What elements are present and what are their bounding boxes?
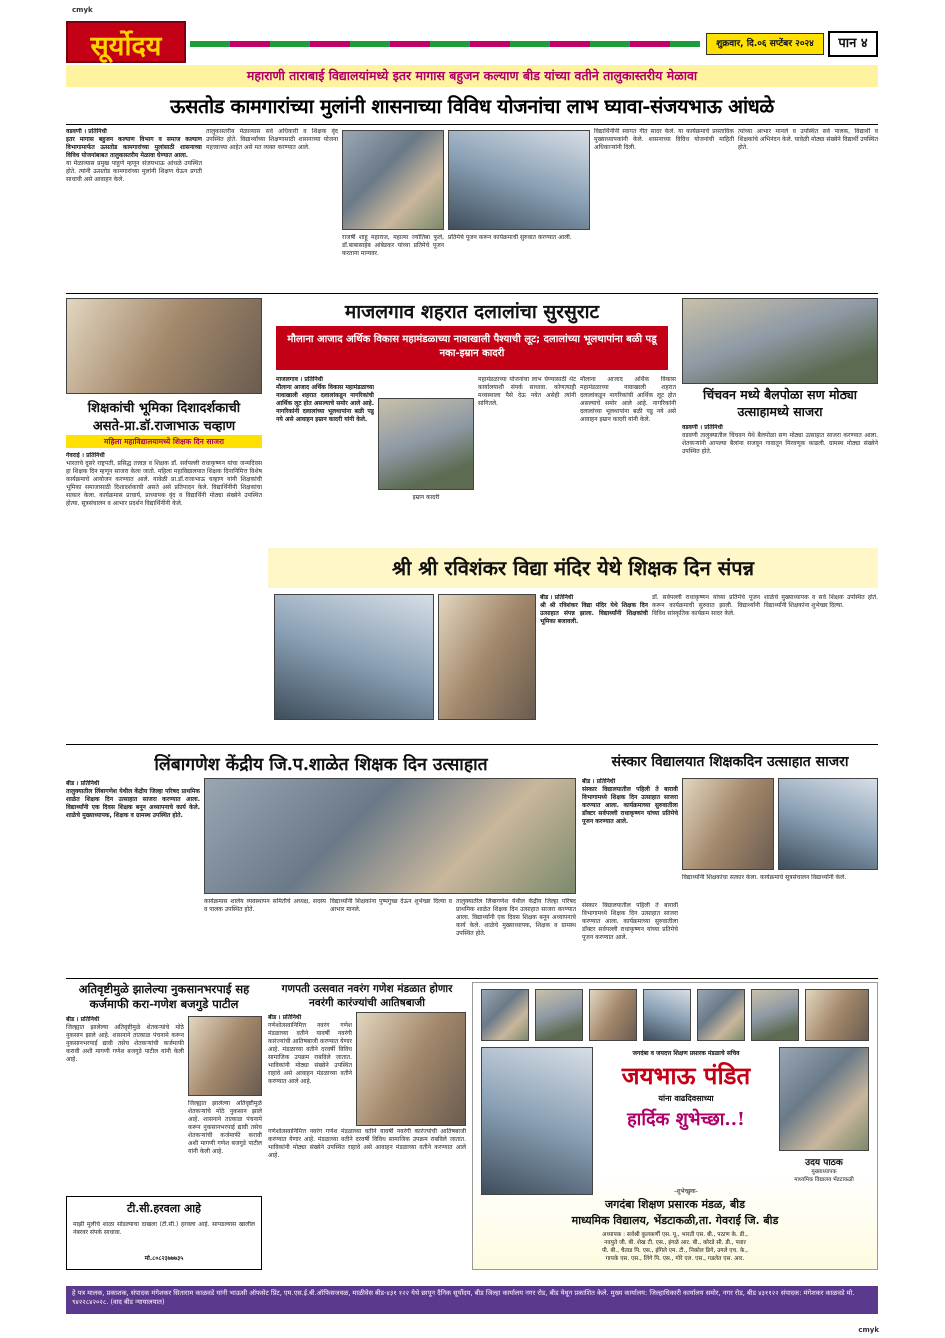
ravishankar-col3: शाळेचे मुख्याध्यापक व सर्व शिक्षक उपस्थित होते. विद्यार्थ्यांनी शिक्षकांना शुभेच्छा दिल्या. xyxy=(764,594,878,609)
ravishankar-photo-2 xyxy=(438,594,536,720)
bailpola-headline: चिंचवन मध्ये बैलपोळा सण मोठ्या उत्साहामध्ये साजरा xyxy=(702,387,858,419)
sanskar-headline: संस्कार विद्यालयात शिक्षकदिन उत्साहात साजरा xyxy=(611,754,849,770)
ganpati-headline: गणपती उत्सवात नवरंग गणेश मंडळात होणार नवरंगी कारंज्यांची आतिषबाजी xyxy=(281,983,453,1009)
ad-name: जयभाऊ पंडित xyxy=(621,1061,751,1090)
limbaganesh-col3: विद्यार्थ्यांनी शिक्षकांना पुष्पगुच्छ देऊन शुभेच्छा दिल्या व आभार मानले. xyxy=(330,898,452,913)
crop-loss-photo xyxy=(188,1016,262,1096)
ravishankar-headline-bar xyxy=(268,548,878,588)
ad-main-portrait xyxy=(481,1047,593,1195)
ad-portrait xyxy=(805,989,869,1041)
limbaganesh-col2: कार्यक्रमास शालेय व्यवस्थापन समितीचे अध्यक्ष, सदस्य व पालक उपस्थित होते. xyxy=(204,898,326,913)
teacher-role-body: भारताचे दुसरे राष्ट्रपती, प्रसिद्ध तत्त्वज्ञ व शिक्षक डॉ. सर्वपल्ली राधाकृष्णन यांचा जन्मदिवस हा शिक्षक दिन म्हणून साजरा केला जातो. महिला महाविद्यालयात शिक्षक दिनानिमित्त विशेष कार्यक्रमाचे आयोजन करण्यात आले. यावेळी प्रा.डॉ.राजाभाऊ चव्हाण यांनी शिक्षकांची भूमिका समाजासाठी दिशादर्शकाची असते असे प्रतिपादन केले. विद्यार्थिनींनी शिक्षकांचा सत्कार केला. कार्यक्रमास प्राचार्य, प्राध्यापक वृंद व विद्यार्थिनी मोठ्या संख्येने उपस्थित होत्या. सूत्रसंचालन व आभार प्रदर्शन विद्यार्थिनींनी केले. xyxy=(66,460,262,507)
main-story-text: या मेळाव्यास प्रमुख पाहुणे म्हणून संजयभाऊ आंधळे उपस्थित होते. त्यांनी ऊसतोड कामगारांच्या मुलांनी शिक्षण घेऊन प्रगती साधावी असे आवाहन केले. xyxy=(66,160,202,183)
ad-portrait xyxy=(751,989,799,1041)
ad-right-org: माध्यमिक विद्यालय भेंडटाकळी xyxy=(794,1177,854,1183)
main-story-col3: विद्यार्थिनींनी स्वागत गीत सादर केले. या कार्यक्रमाचे प्रास्ताविक मुख्याध्यापकांनी केले. शासनाच्या विविध योजनांची माहिती अधिकाऱ्यांनी दिली. xyxy=(594,128,734,151)
masthead-stripe xyxy=(190,41,700,47)
sanskar-col3: संस्कार विद्यालयातील पहिली ते बारावी विभागामध्ये शिक्षक दिन उत्साहात साजरा करण्यात आला. कार्यक्रमाच्या सुरुवातीला डॉक्टर सर्वपल्ली राधाकृष्णन यांच्या प्रतिमेचे पूजन करण्यात आले. xyxy=(582,902,678,941)
ad-greeting: हार्दिक शुभेच्छा..! xyxy=(627,1109,745,1130)
ad-school: माध्यमिक विद्यालय, भेंडटाकळी,ता. गेवराई जि. बीड xyxy=(571,1214,779,1227)
divider xyxy=(66,293,878,294)
majalgaon-photo xyxy=(378,398,474,490)
teacher-role-text xyxy=(66,452,262,740)
ad-staff-line: गायके एस. एस., लिंगे पि. एस., गोरे एल. एस., गडलेत एस. आर. xyxy=(605,1256,745,1262)
ad-top-line: जगदंबा व जयदत्त शिक्षण प्रसारक मंडळाचे सचिव xyxy=(632,1050,740,1057)
ad-right-name: उदय पाठक xyxy=(805,1158,843,1168)
ad-sub: यांना वाढदिवसाच्या xyxy=(658,1094,714,1103)
main-story-photo-2 xyxy=(448,130,590,230)
page-number: पान ४ xyxy=(828,31,878,57)
ganpati-body: गणेशोत्सवानिमित्त नवरंग गणेश मंडळाच्या वतीने यावर्षी नवरंगी कारंज्यांची आतिषबाजी करण्यात येणार आहे. मंडळाच्या वतीने दरवर्षी विविध सामाजिक उपक्रम राबविले जातात. भाविकांनी मोठ्या संख्येने उपस्थित राहावे असे आवाहन मंडळाच्या वतीने करण्यात आले आहे. xyxy=(268,1022,352,1085)
ad-org: जगदंबा शिक्षण प्रसारक मंडळ, बीड xyxy=(605,1198,745,1211)
dateline: बीड । प्रतिनिधी xyxy=(66,1016,100,1023)
masthead-date: शुक्रवार, दि.०६ सप्टेंबर २०२४ xyxy=(706,33,824,55)
dateline: बीड । प्रतिनिधी xyxy=(582,778,616,785)
bailpola-photo xyxy=(682,298,878,384)
ravishankar-photo-1 xyxy=(274,594,434,720)
majalgaon-col2: महामंडळाच्या योजनांचा लाभ घेण्यासाठी थेट कार्यालयाशी संपर्क साधावा. कोणत्याही मध्यस्थाला पैसे देऊ नयेत असेही त्यांनी सांगितले. xyxy=(478,376,576,407)
dateline: गेवराई । प्रतिनिधी xyxy=(66,452,105,459)
print-mark-bottom: cmyk xyxy=(858,1326,879,1334)
ad-portrait xyxy=(535,989,583,1041)
imprint: हे पत्र मालक, प्रकाशक, संपादक मंगेशकर सिताराम काळवडे यांनी भाऊसी ऑफसेट प्रिंट, एम.एस.ई.बी.ऑफिसजवळ, माळीवेस बीड-४३१ १२२ येथे छापून दैनिक सूर्योदय, बीड जिल्हा कार्यालय नगर रोड, बीड येथून प्रकाशित केले. मुख्य कार्यालय: जिल्हाधिकारी कार्यालय समोर, नगर रोड, बीड ४३११२२ संपादक: मंगेशकर काळवडे मो. ९४२२८४२०२८. (वाद बीड न्यायालयात) xyxy=(66,1286,878,1314)
dateline: बीड । प्रतिनिधी xyxy=(66,780,100,787)
majalgaon-col1 xyxy=(276,376,374,546)
divider xyxy=(66,124,878,125)
main-story-photo-1 xyxy=(342,130,444,230)
ganpati-text: गणेशोत्सवानिमित्त नवरंग गणेश मंडळाच्या वतीने यावर्षी नवरंगी कारंज्यांची आतिषबाजी करण्यात येणार आहे. मंडळाच्या वतीने दरवर्षी विविध सामाजिक उपक्रम राबविले जातात. भाविकांनी मोठ्या संख्येने उपस्थित राहावे असे आवाहन मंडळाच्या वतीने करण्यात आले आहे. xyxy=(268,1128,466,1159)
sanskar-photo-1 xyxy=(682,778,774,870)
main-story-lead: इतर मागास बहुजन कल्याण विभाग व समाज कल्याण विभागामार्फत ऊसतोड कामगारांच्या मुलांसाठी शासनाच्या विविध योजनांबाबत तालुकास्तरीय मेळावा घेण्यात आला. xyxy=(66,136,202,159)
ravishankar-headline: श्री श्री रविशंकर विद्या मंदिर येथे शिक्षक दिन संपन्न xyxy=(391,556,755,580)
ad-wisher: -शुभेच्छुक- xyxy=(674,1188,698,1195)
majalgaon-lead: मौलाना आजाद अर्थिक विकास महामंडळाच्या नावाखाली शहरात दलालांकडून नागरिकांची आर्थिक लूट होत असल्याचे समोर आले आहे. नागरिकांनी दलालांच्या भूलथापांना बळी पडू नये असे आवाहन इम्रान कादरी यांनी केले. xyxy=(276,384,374,423)
print-mark-top: cmyk xyxy=(72,6,93,14)
masthead xyxy=(66,21,878,63)
limbaganesh-headline: लिंबागणेश केंद्रीय जि.प.शाळेत शिक्षक दिन उत्साहात xyxy=(154,755,488,775)
ganpati-photo xyxy=(356,1012,466,1126)
ad-portrait xyxy=(589,989,637,1041)
ad-portrait xyxy=(481,989,529,1041)
masthead-logo: सूर्योदय xyxy=(90,31,162,62)
majalgaon-col3: मौलाना आजाद अर्थिक विकास महामंडळाच्या नावाखाली शहरात दलालांकडून नागरिकांची आर्थिक लूट होत असल्याचे समोर आले आहे. नागरिकांनी दलालांच्या भूलथापांना बळी पडू नये असे आवाहन इम्रान कादरी यांनी केले. xyxy=(580,376,676,423)
ad-staff xyxy=(477,1231,873,1263)
teacher-role-headline: शिक्षकांची भूमिका दिशादर्शकाची xyxy=(87,401,241,416)
ad-staff-line: नवपुते जी. बी. शेख टी. एस., इंगळे आर. बी., कोरडे सी. डी., पवार xyxy=(604,1240,746,1246)
bailpola-text xyxy=(682,424,878,546)
limbaganesh-photo xyxy=(204,778,576,894)
lost-tc-notice xyxy=(66,1196,262,1270)
divider xyxy=(66,744,878,745)
ad-right-title: मुख्याध्यापक xyxy=(811,1169,837,1175)
crop-loss-headline: अतिवृष्टीमुळे झालेल्या नुकसानभरपाई सह कर्जमाफी करा-गणेश बजगुडे पाटील xyxy=(78,982,250,1011)
ravishankar-lead: श्री श्री रविशंकर विद्या मंदिर येथे शिक्षक दिन उत्साहात संपन्न झाला. विद्यार्थ्यांनी शिक्षकांची भूमिका बजावली. xyxy=(540,602,648,625)
ganpati-col1 xyxy=(268,1014,352,1124)
ad-portrait xyxy=(643,989,691,1041)
teacher-role-headline: असते-प्रा.डॉ.राजाभाऊ चव्हाण xyxy=(92,419,236,434)
crop-loss-text xyxy=(66,1016,184,1160)
notice-mobile: मो.८०८२३७७७३५ xyxy=(144,1255,184,1262)
main-story-col2: तालुकास्तरीय मेळाव्यास सर्व अधिकारी व शिक्षक वृंद उपस्थित होते. विद्यार्थ्यांच्या शिक्षणासाठी शासनाच्या योजना महत्त्वाच्या आहेत असे मत व्यक्त करण्यात आले. xyxy=(206,128,338,151)
photo-caption: प्रतिमेचे पूजन करून कार्यक्रमाची सुरुवात करण्यात आली. xyxy=(448,234,572,241)
dateline: वडवणी । प्रतिनिधी xyxy=(682,424,723,431)
dateline: वडवणी । प्रतिनिधी xyxy=(66,128,107,135)
ravishankar-col2: डॉ. सर्वपल्ली राधाकृष्णन यांच्या प्रतिमेचे पूजन करून कार्यक्रमाची सुरुवात झाली. विद्यार्थ्यांनी विविध सांस्कृतिक कार्यक्रम सादर केले. xyxy=(652,594,760,617)
ravishankar-col1 xyxy=(540,594,648,720)
sanskar-col2: विद्यार्थ्यांनी शिक्षकांचा सत्कार केला. कार्यक्रमाचे सूत्रसंचालन विद्यार्थ्यांनी केले. xyxy=(682,874,847,881)
photo-caption: राजर्षी शाहू महाराज, महात्मा ज्योतिबा फुले, डॉ.बाबासाहेब आंबेडकर यांच्या प्रतिमेचे पूजन करताना मान्यवर. xyxy=(342,234,444,257)
photo-caption: इम्रान कादरी xyxy=(412,494,440,501)
main-story-col4: त्यांच्या आभार मानले व उपस्थित सर्व पालक, विद्यार्थी व शिक्षकांचे अभिनंदन केले. यावेळी मोठ्या संख्येने विद्यार्थी उपस्थित होते. xyxy=(738,128,878,151)
sanskar-photo-2 xyxy=(778,778,878,870)
divider xyxy=(66,978,878,979)
birthday-ad xyxy=(472,982,878,1270)
ad-portrait xyxy=(697,989,745,1041)
majalgaon-subhead: मौलाना आजाद अर्थिक विकास महामंडळाच्या नावाखाली पैश्याची लूट; दलालांच्या भूलथापांना बळी पडू नका-इम्रान कादरी xyxy=(276,326,668,370)
dateline: बीड । प्रतिनिधी xyxy=(540,594,574,601)
limbaganesh-col4: तालुक्यातील लिंबागणेश येथील केंद्रीय जिल्हा परिषद प्राथमिक शाळेत शिक्षक दिन उत्साहात साजरा करण्यात आला. विद्यार्थ्यांनी एक दिवस शिक्षक बनून अध्यापनाचे कार्य केले. शाळेचे मुख्याध्यापक, शिक्षक व ग्रामस्थ उपस्थित होते. xyxy=(456,898,576,937)
masthead-logo-box xyxy=(66,21,186,63)
teacher-role-photo xyxy=(66,298,262,394)
crop-loss-col2: जिल्ह्यात झालेल्या अतिवृष्टीमुळे शेतकऱ्यांचे मोठे नुकसान झाले आहे. शासनाने तात्काळ पंचनामे करून नुकसानभरपाई द्यावी तसेच शेतकऱ्यांची कर्जमाफी करावी अशी मागणी गणेश बजगुडे पाटील यांनी केली आहे. xyxy=(188,1100,262,1155)
main-headline: ऊसतोड कामगारांच्या मुलांनी शासनाच्या विविध योजनांचा लाभ घ्यावा-संजयभाऊ आंधळे xyxy=(170,95,774,118)
majalgaon-headline: माजलगाव शहरात दलालांचा सुरसुराट xyxy=(344,301,600,323)
limbaganesh-lead: तालुक्यातील लिंबागणेश येथील केंद्रीय जिल्हा परिषद प्राथमिक शाळेत शिक्षक दिन उत्साहात साजरा करण्यात आला. विद्यार्थ्यांनी एक दिवस शिक्षक बनून अध्यापनाचे कार्य केले. शाळेचे मुख्याध्यापक, शिक्षक व ग्रामस्थ उपस्थित होते. xyxy=(66,788,200,819)
strap-headline-bar xyxy=(66,65,878,87)
notice-title: टी.सी.हरवला आहे xyxy=(126,1202,201,1215)
sanskar-lead: संस्कार विद्यालयातील पहिली ते बारावी विभागामध्ये शिक्षक दिन उत्साहात साजरा करण्यात आला. कार्यक्रमाच्या सुरुवातीला डॉक्टर सर्वपल्ली राधाकृष्णन यांच्या प्रतिमेचे पूजन करण्यात आले. xyxy=(582,786,678,825)
strap-headline: महाराणी ताराबाई विद्यालयांमध्ये इतर मागास बहुजन कल्याण बीड यांच्या वतीने तालुकास्तरीय मेळावा xyxy=(246,68,698,83)
teacher-role-subhead: महिला महाविद्यालयामध्ये शिक्षक दिन साजरा xyxy=(66,435,262,448)
bailpola-body: वडवणी तालुक्यातील चिंचवन येथे बैलपोळा सण मोठ्या उत्साहात साजरा करण्यात आला. शेतकऱ्यांनी आपल्या बैलांना सजवून गावातून मिरवणूक काढली. ग्रामस्थ मोठ्या संख्येने उपस्थित होते. xyxy=(682,432,878,455)
ad-right-portrait xyxy=(779,1047,869,1151)
main-story-col1 xyxy=(66,128,202,288)
dateline: माजलगाव । प्रतिनिधी xyxy=(276,376,323,383)
ad-staff-line: पी. बी., चैताड पि. एस., इंगिले एम. टी., निकोल डिगे, उगले एच. के., xyxy=(602,1248,748,1254)
ad-staff-line: अध्यापक : सर्वश्री कुलकर्णी एस. यू., भारती एस. बी., पठाण के. डी., xyxy=(602,1232,748,1238)
dateline: बीड । प्रतिनिधी xyxy=(268,1014,302,1021)
sanskar-col1 xyxy=(582,778,678,898)
notice-text: माझी मुलीचे शाळा सोडल्याचा दाखला (टी.सी.) हरवला आहे. सापडल्यास खालील नंबरवर संपर्क साधावा. xyxy=(73,1221,255,1236)
crop-loss-body: जिल्ह्यात झालेल्या अतिवृष्टीमुळे शेतकऱ्यांचे मोठे नुकसान झाले आहे. शासनाने तात्काळ पंचनामे करून नुकसानभरपाई द्यावी तसेच शेतकऱ्यांची कर्जमाफी करावी अशी मागणी गणेश बजगुडे पाटील यांनी केली आहे. xyxy=(66,1024,184,1063)
limbaganesh-col1 xyxy=(66,780,200,976)
